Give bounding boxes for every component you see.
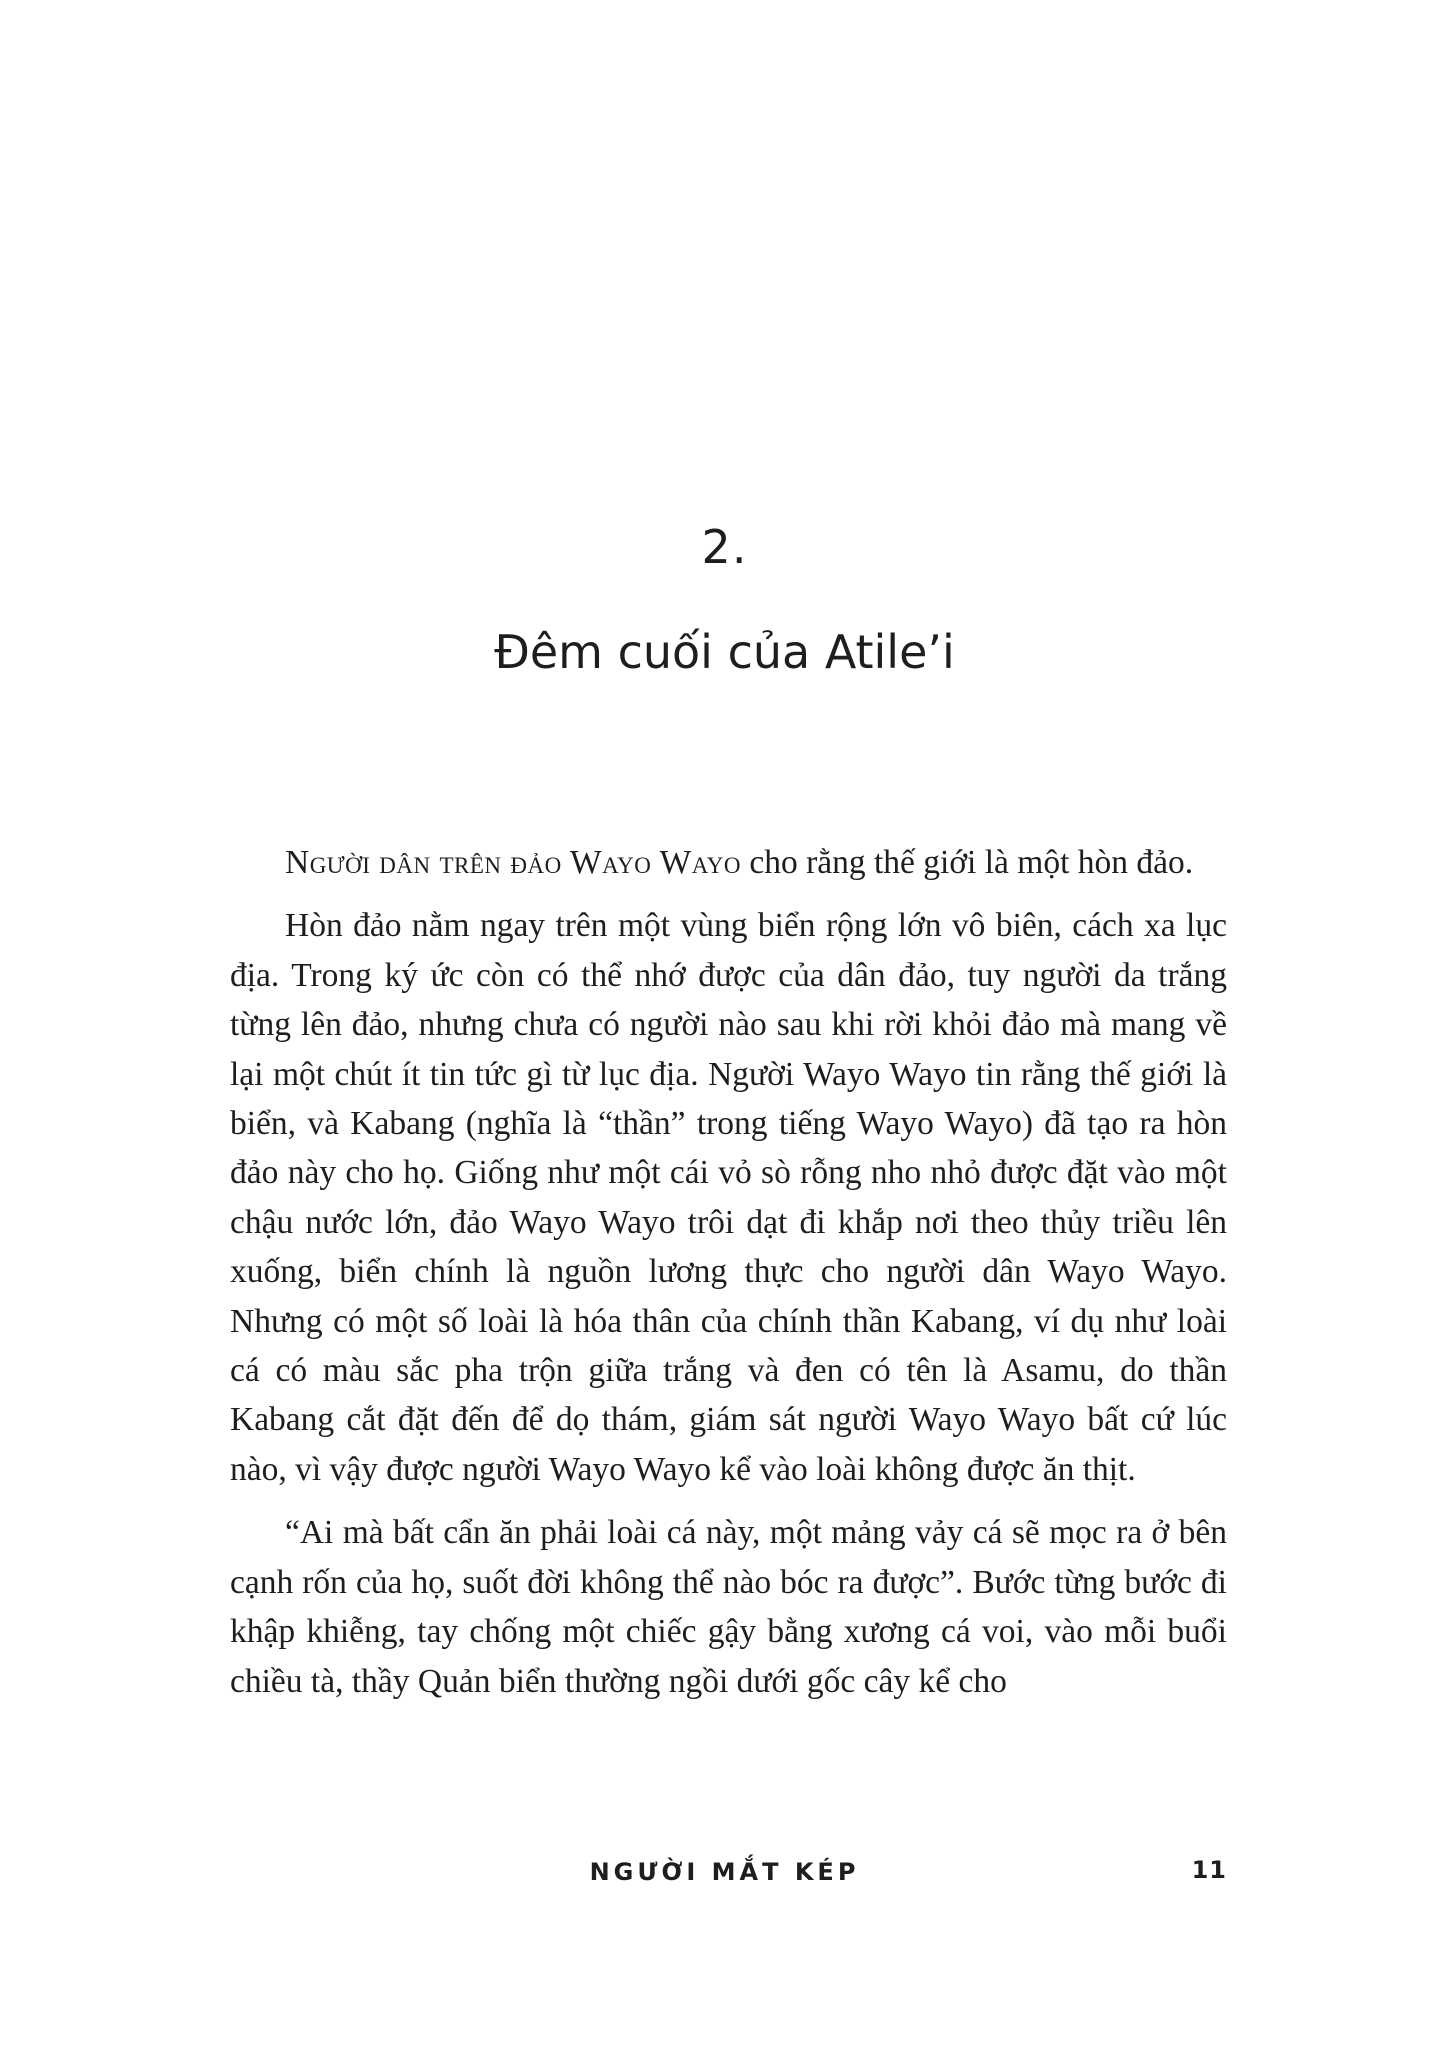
paragraph-1-rest: cho rằng thế giới là một hòn đảo.: [740, 844, 1194, 881]
paragraph-3: “Ai mà bất cẩn ăn phải loài cá này, một mảng vảy cá sẽ mọc ra ở bên cạnh rốn của họ, suốt đời không thể nào bóc ra được”. Bước từng bước đi khập khiễng, tay chống một chiếc gậy bằng xương cá voi, vào mỗi buổi chiều tà, thầy Quản biển thường ngồi dưới gốc cây kể cho: [230, 1514, 1227, 1700]
paragraph-1: [230, 838, 1227, 887]
page-number: 11: [1191, 1856, 1227, 1884]
chapter-number: 2.: [701, 520, 748, 574]
body-text: [230, 838, 1227, 1720]
running-footer-title: NGƯỜI MẮT KÉP: [589, 1858, 860, 1886]
paragraph-1-lead: Người dân trên đảo Wayo Wayo: [285, 844, 741, 881]
paragraph-2: Hòn đảo nằm ngay trên một vùng biển rộng lớn vô biên, cách xa lục địa. Trong ký ức còn có thể nhớ được của dân đảo, tuy người da trắng từng lên đảo, nhưng chưa có người nào sau khi rời khỏi đảo mà mang về lại một chút ít tin tức gì từ lục địa. Người Wayo Wayo tin rằng thế giới là biển, và Kabang (nghĩa là “thần” trong tiếng Wayo Wayo) đã tạo ra hòn đảo này cho họ. Giống như một cái vỏ sò rỗng nho nhỏ được đặt vào một chậu nước lớn, đảo Wayo Wayo trôi dạt đi khắp nơi theo thủy triều lên xuống, biển chính là nguồn lương thực cho người dân Wayo Wayo. Nhưng có một số loài là hóa thân của chính thần Kabang, ví dụ như loài cá có màu sắc pha trộn giữa trắng và đen có tên là Asamu, do thần Kabang cắt đặt đến để dọ thám, giám sát người Wayo Wayo bất cứ lúc nào, vì vậy được người Wayo Wayo kể vào loài không được ăn thịt.: [230, 907, 1227, 1488]
chapter-title: Đêm cuối của Atile’i: [494, 625, 955, 679]
